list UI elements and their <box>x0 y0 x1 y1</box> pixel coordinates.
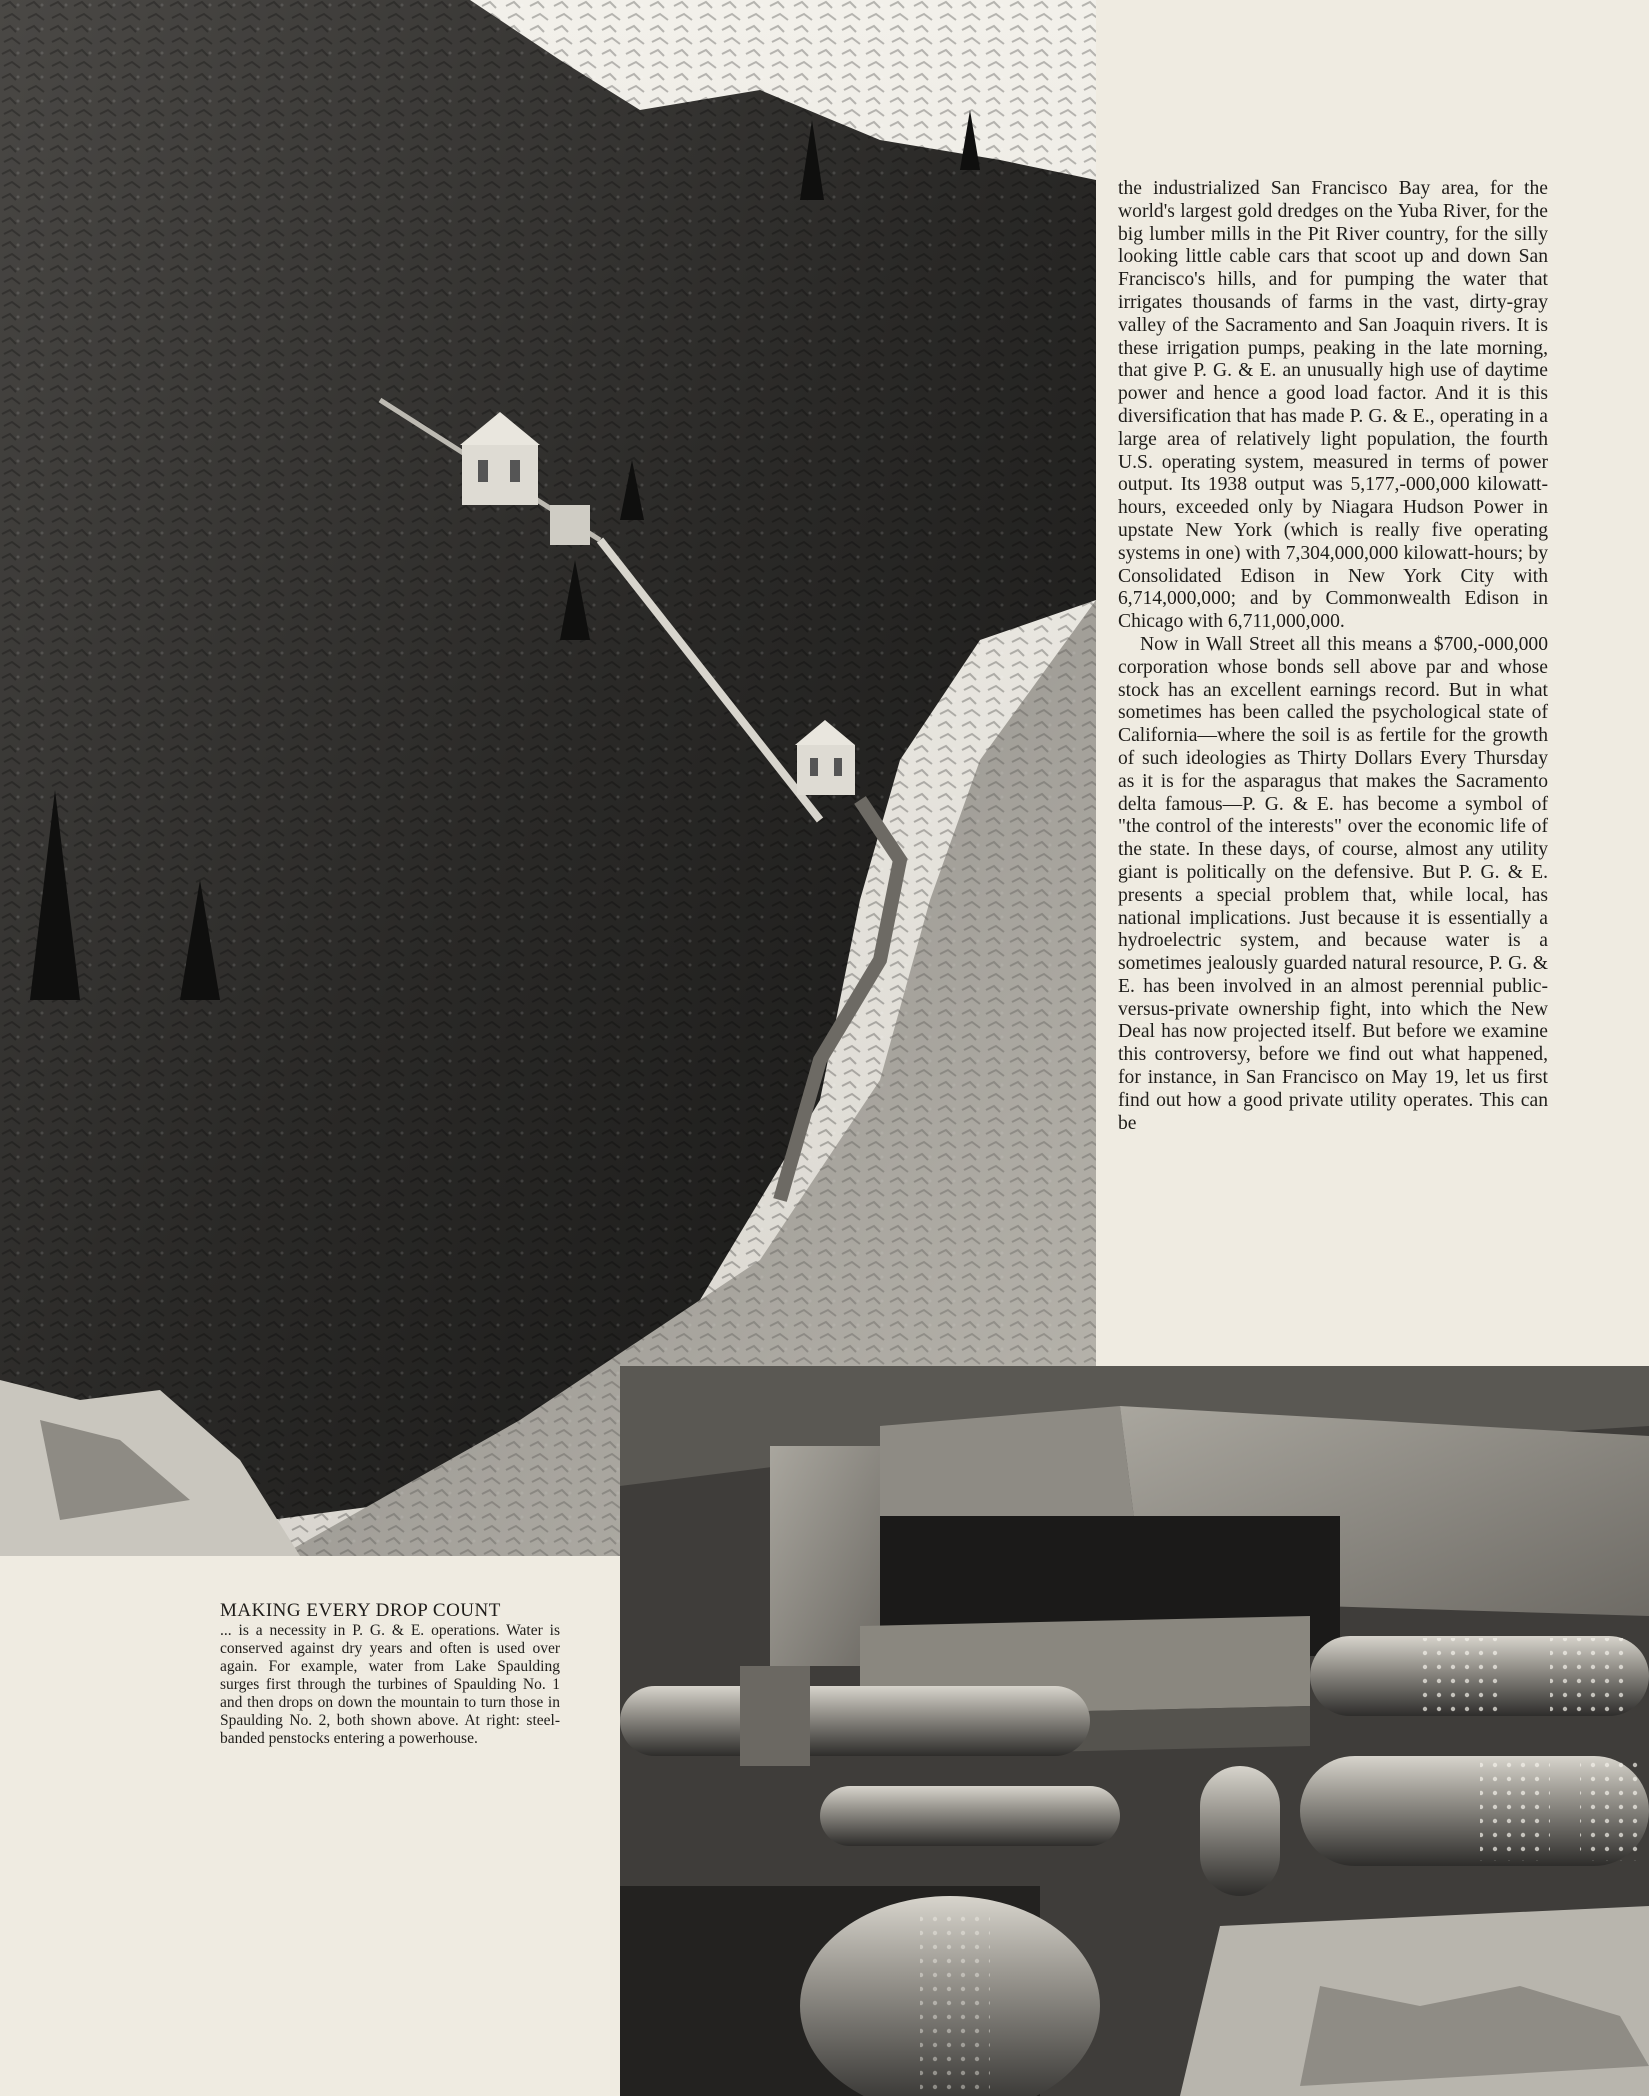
caption-title: MAKING EVERY DROP COUNT <box>220 1600 501 1621</box>
canyon-photo-illustration <box>0 0 1096 1556</box>
article-text-column <box>1118 178 1548 1135</box>
article-paragraph-2: Now in Wall Street all this means a $700,-000,000 corporation whose bonds sell above par and whose stock has an excellent earnings record. But in what sometimes has been called the psychological state of California—where the soil is as fertile for the growth of such ideologies as Thirty Dollars Every Thursday as it is for the asparagus that makes the Sacramento delta famous—P. G. & E. has become a symbol of "the control of the interests" over the economic life of the state. In these days, of course, almost any utility giant is politically on the defensive. But P. G. & E. presents a special problem that, while local, has national implications. Just because it is essentially a hydroelectric system, and because water is a sometimes jealously guarded natural resource, P. G. & E. has been involved in an almost perennial public-versus-private ownership fight, into which the New Deal has now projected itself. But before we examine this controversy, before we find out what happened, for instance, in San Francisco on May 19, let us first find out how a good private utility operates. This can be <box>1118 633 1548 1134</box>
photo-caption <box>220 1602 560 1748</box>
caption-body: ... is a necessity in P. G. & E. operations. Water is conserved against dry years and often is used over again. For example, water from Lake Spaulding surges first through the turbines of Spaulding No. 1 and then drops on down the mountain to turn those in Spaulding No. 2, both shown above. At right: steel-banded penstocks entering a powerhouse. <box>220 1622 560 1747</box>
canyon-powerhouse-photo <box>0 0 1096 1556</box>
article-paragraph-1: the industrialized San Francisco Bay area, for the world's largest gold dredges on the Yuba River, for the big lumber mills in the Pit River country, for the silly looking little cable cars that scoot up and down San Francisco's hills, and for pumping the water that irrigates thousands of farms in the vast, dirty-gray valley of the Sacramento and San Joaquin rivers. It is these irrigation pumps, peaking in the late morning, that give P. G. & E. an unusually high use of daytime power and hence a good load factor. And it is this diversification that has made P. G. & E., operating in a large area of relatively light population, the fourth U.S. operating system, measured in terms of power output. Its 1938 output was 5,177,-000,000 kilowatt-hours, exceeded only by Niagara Hudson Power in upstate New York (which is really five operating systems in one) with 7,304,000,000 kilowatt-hours; by Consolidated Edison in New York City with 6,714,000,000; and by Commonwealth Edison in Chicago with 6,711,000,000. <box>1118 178 1548 633</box>
penstocks-photo <box>620 1366 1649 2096</box>
penstocks-photo-illustration <box>620 1366 1649 2096</box>
